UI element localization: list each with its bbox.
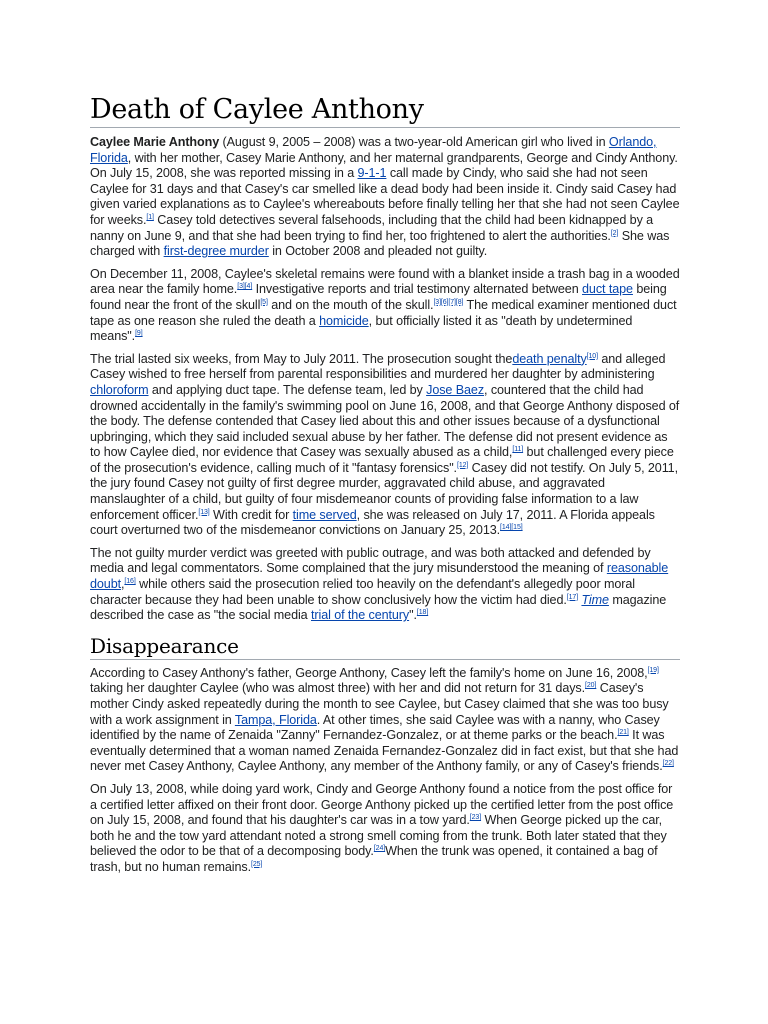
citation-5[interactable]: [5] (260, 298, 268, 306)
citation-12[interactable]: [12] (456, 461, 469, 469)
link-chloroform[interactable]: chloroform (90, 382, 149, 397)
citation-11[interactable]: [11] (512, 446, 524, 454)
link-reasonable-doubt[interactable]: reasonable doubt (90, 561, 669, 592)
intro-paragraph-3: The trial lasted six weeks, from May to July 2011. The prosecution sought thedeath penalty[10] and alleged Casey wished to free herself from parental responsibilities and murdered her daughter by administering chloroform and applying duct tape. The defense team, led by Jose Baez, countered that the child had drowned accidentally in the family's swimming pool on June 16, 2008, and that George Anthony disposed of the body. The defense contended that Casey lied about this and other issues because of a dysfunctional upbringing, which they said included sexual abuse by her father. The defense did not present evidence as to how Caylee died, nor evidence that Casey was sexually abused as a child,[11] but challenged every piece of the prosecution's evidence, calling much of it "fantasy forensics".[12] Casey did not testify. On July 5, 2011, the jury found Casey not guilty of first degree murder, aggravated child abuse, and aggravated manslaughter of a child, but guilty of four misdemeanor counts of providing false information to a law enforcement officer.[13] With credit for time served, she was released on July 17, 2011. A Florida appeals court overturned two of the misdemeanor convictions on January 25, 2013.[14][15] (90, 351, 680, 538)
link-homicide[interactable]: homicide (319, 313, 369, 328)
article-subject: Caylee Marie Anthony (90, 135, 220, 149)
citation-23[interactable]: [23] (469, 814, 482, 822)
link-orlando-florida[interactable]: Orlando, Florida (90, 135, 657, 165)
citation-22[interactable]: [22] (662, 760, 674, 768)
intro-paragraph-2: On December 11, 2008, Caylee's skeletal remains were found with a blanket inside a trash bag in a wooded area near the family home.[3][4] Investigative reports and trial testimony alternated between duct tape being found near the front of the skull[5] and on the mouth of the skull.[3][6][7][8] The medical examiner mentioned duct tape as one reason she ruled the death a homicide, but officially listed it as "death by undetermined means".[9] (90, 266, 680, 344)
citation-3-6-7-8[interactable]: [3][6][7][8] (433, 298, 464, 306)
citation-13[interactable]: [13] (198, 508, 210, 516)
citation-1[interactable]: [1] (146, 213, 154, 221)
disappearance-paragraph-2: On July 13, 2008, while doing yard work, Cindy and George Anthony found a notice from the post office for a certified letter affixed on their front door. George Anthony picked up the certified letter from the post office on July 15, 2008, and found that his daughter's car was in a tow yard.[23] When George picked up the car, both he and the tow yard attendant noted a strong smell coming from the trunk. Both later stated that they believed the odor to be that of a decomposing body.[24]When the trunk was opened, it contained a bag of trash, but no human remains.[25] (90, 781, 674, 874)
citation-3-4[interactable]: [3][4] (237, 283, 253, 291)
link-911[interactable]: 9-1-1 (357, 166, 387, 181)
citation-16[interactable]: [16] (124, 578, 136, 586)
page-title: Death of Caylee Anthony (90, 94, 680, 128)
link-death-penalty[interactable]: death penalty (512, 351, 587, 366)
link-first-degree-murder[interactable]: first-degree murder (163, 244, 269, 259)
citation-18[interactable]: [18] (416, 609, 429, 617)
citation-19[interactable]: [19] (647, 666, 659, 674)
citation-21[interactable]: [21] (617, 729, 629, 737)
article-content (90, 94, 680, 883)
link-time-served[interactable]: time served (292, 507, 357, 522)
link-jose-baez[interactable]: Jose Baez (426, 382, 485, 397)
citation-17[interactable]: [17] (566, 593, 579, 601)
link-duct-tape[interactable]: duct tape (582, 282, 633, 297)
citation-10[interactable]: [10] (586, 352, 598, 360)
citation-14-15[interactable]: [14][15] (500, 524, 523, 532)
link-time-magazine[interactable]: Time (581, 592, 609, 607)
link-trial-of-the-century[interactable]: trial of the century (311, 608, 410, 623)
citation-20[interactable]: [20] (585, 682, 597, 690)
section-heading-disappearance: Disappearance (90, 634, 680, 660)
intro-paragraph-1: Caylee Marie Anthony (August 9, 2005 – 2008) was a two-year-old American girl who lived in Orlando, Florida, with her mother, Casey Marie Anthony, and her maternal grandparents, George and Cindy Anthony. On July 15, 2008, she was reported missing in a 9-1-1 call made by Cindy, who said she had not seen Caylee for 31 days and that Casey's car smelled like a dead body had been inside it. Cindy said Casey had given varied explanations as to Caylee's whereabouts before finally telling her that she had not seen Caylee for weeks.[1] Casey told detectives several falsehoods, including that the child had been kidnapped by a nanny on June 9, and that she had been trying to find her, too frightened to alert the authorities.[2] She was charged with first-degree murder in October 2008 and pleaded not guilty. (90, 135, 680, 259)
intro-paragraph-4: The not guilty murder verdict was greeted with public outrage, and was both attacked and defended by media and legal commentators. Some complained that the jury misunderstood the meaning of reasonable doubt,[16] while others said the prosecution relied too heavily on the defendant's allegedly poor moral character because they had been unable to show conclusively how the victim had died.[17] Time magazine described the case as "the social media trial of the century".[18] (90, 545, 669, 623)
link-tampa-florida[interactable]: Tampa, Florida (234, 712, 317, 727)
citation-25[interactable]: [25] (251, 860, 263, 868)
citation-2[interactable]: [2] (610, 229, 619, 237)
disappearance-paragraph-1: According to Casey Anthony's father, George Anthony, Casey left the family's home on June 16, 2008,[19] taking her daughter Caylee (who was almost three) with her and did not return for 31 days.[20] Casey's mother Cindy asked repeatedly during the month to see Caylee, but Casey claimed that she was too busy with a work assignment in Tampa, Florida. At other times, she said Caylee was with a nanny, who Casey identified by the name of Zenaida "Zanny" Fernandez-Gonzalez, or at theme parks or the beach.[21] It was eventually determined that a woman named Zenaida Fernandez-Gonzalez did in fact exist, but that she had never met Casey Anthony, Caylee Anthony, any member of the Anthony family, or any of Casey's friends.[22] (90, 665, 679, 774)
citation-24[interactable]: [24] (373, 845, 386, 853)
citation-9[interactable]: [9] (135, 330, 143, 338)
